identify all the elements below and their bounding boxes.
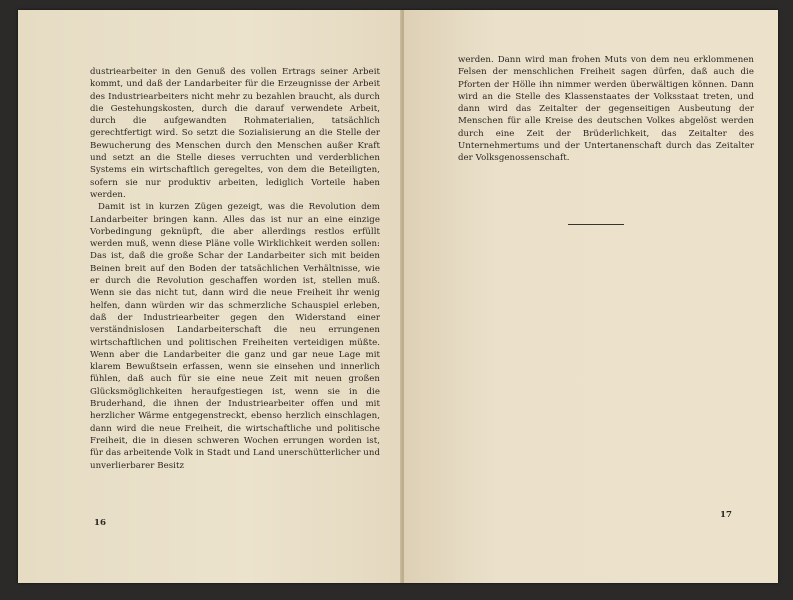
left-page-text — [90, 66, 380, 472]
page-number-right: 17 — [720, 510, 732, 520]
page-number-left: 16 — [94, 518, 106, 528]
right-page — [404, 10, 778, 583]
paragraph: dustriearbeiter in den Genuß des vollen Ertrags seiner Arbeit kommt, und daß der Landarbeiter für die Erzeugnisse der Arbeit des Industriearbeiters nicht mehr zu bezahlen braucht, als durch die Gestehungskosten, durch die darauf verwendete Arbeit, durch die aufgewandten Rohmaterialien, tatsächlich gerechtfertigt wird. So setzt die Sozialisierung an die Stelle der Bewucherung des Menschen durch den Menschen außer Kraft und setzt an die Stelle dieses verruchten und verderblichen Systems ein wirtschaftlich geregeltes, von dem die Beteiligten, sofern sie nur produktiv arbeiten, lediglich Vorteile haben werden. — [90, 67, 380, 200]
book-spread — [18, 10, 778, 583]
right-page-text — [458, 54, 754, 165]
left-page — [18, 10, 402, 583]
paragraph: werden. Dann wird man frohen Muts von dem neu erklommenen Felsen der menschlichen Freiheit sagen dürfen, daß auch die Pforten der Hölle ihn nimmer werden überwältigen können. Dann wird an die Stelle des Klassenstaates der Volksstaat treten, und dann wird das Zeitalter der gegenseitigen Ausbeutung der Menschen für alle Kreise des deutschen Volkes abgelöst werden durch eine Zeit der Brüderlichkeit, das Zeitalter des Unternehmertums und der Untertanenschaft durch das Zeitalter der Volksgenossenschaft. — [458, 55, 754, 164]
section-end-rule — [568, 224, 624, 225]
paragraph: Damit ist in kurzen Zügen gezeigt, was die Revolution dem Landarbeiter bringen kann. Alles das ist nur an eine einzige Vorbedingung geknüpft, die aber allerdings restlos erfüllt werden muß, wenn diese Pläne volle Wirklichkeit werden sollen: Das ist, daß die große Schar der Landarbeiter sich mit beiden Beinen breit auf den Boden der tatsächlichen Verhältnisse, wie er durch die Revolution geschaffen worden ist, stellen muß. Wenn sie das nicht tut, dann wird die neue Freiheit ihr wenig helfen, dann würden wir das schmerzliche Schauspiel erleben, daß der Industriearbeiter gegen den Widerstand einer verständnislosen Landarbeiterschaft die neu errungenen wirtschaftlichen und politischen Freiheiten verteidigen müßte. Wenn aber die Landarbeiter die ganz und gar neue Lage mit klarem Bewußtsein erfassen, wenn sie einsehen und innerlich fühlen, daß auch für sie eine neue Zeit mit neuen großen Glücksmöglichkeiten heraufgestiegen ist, wenn sie in die Bruderhand, die ihnen der Industriearbeiter offen und mit herzlicher Wärme entgegenstreckt, ebenso herzlich einschlagen, dann wird die neue Freiheit, die wirtschaftliche und politische Freiheit, die in diesen schweren Wochen errungen worden ist, für das arbeitende Volk in Stadt und Land unerschütterlicher und unverlierbarer Besitz — [90, 202, 380, 471]
